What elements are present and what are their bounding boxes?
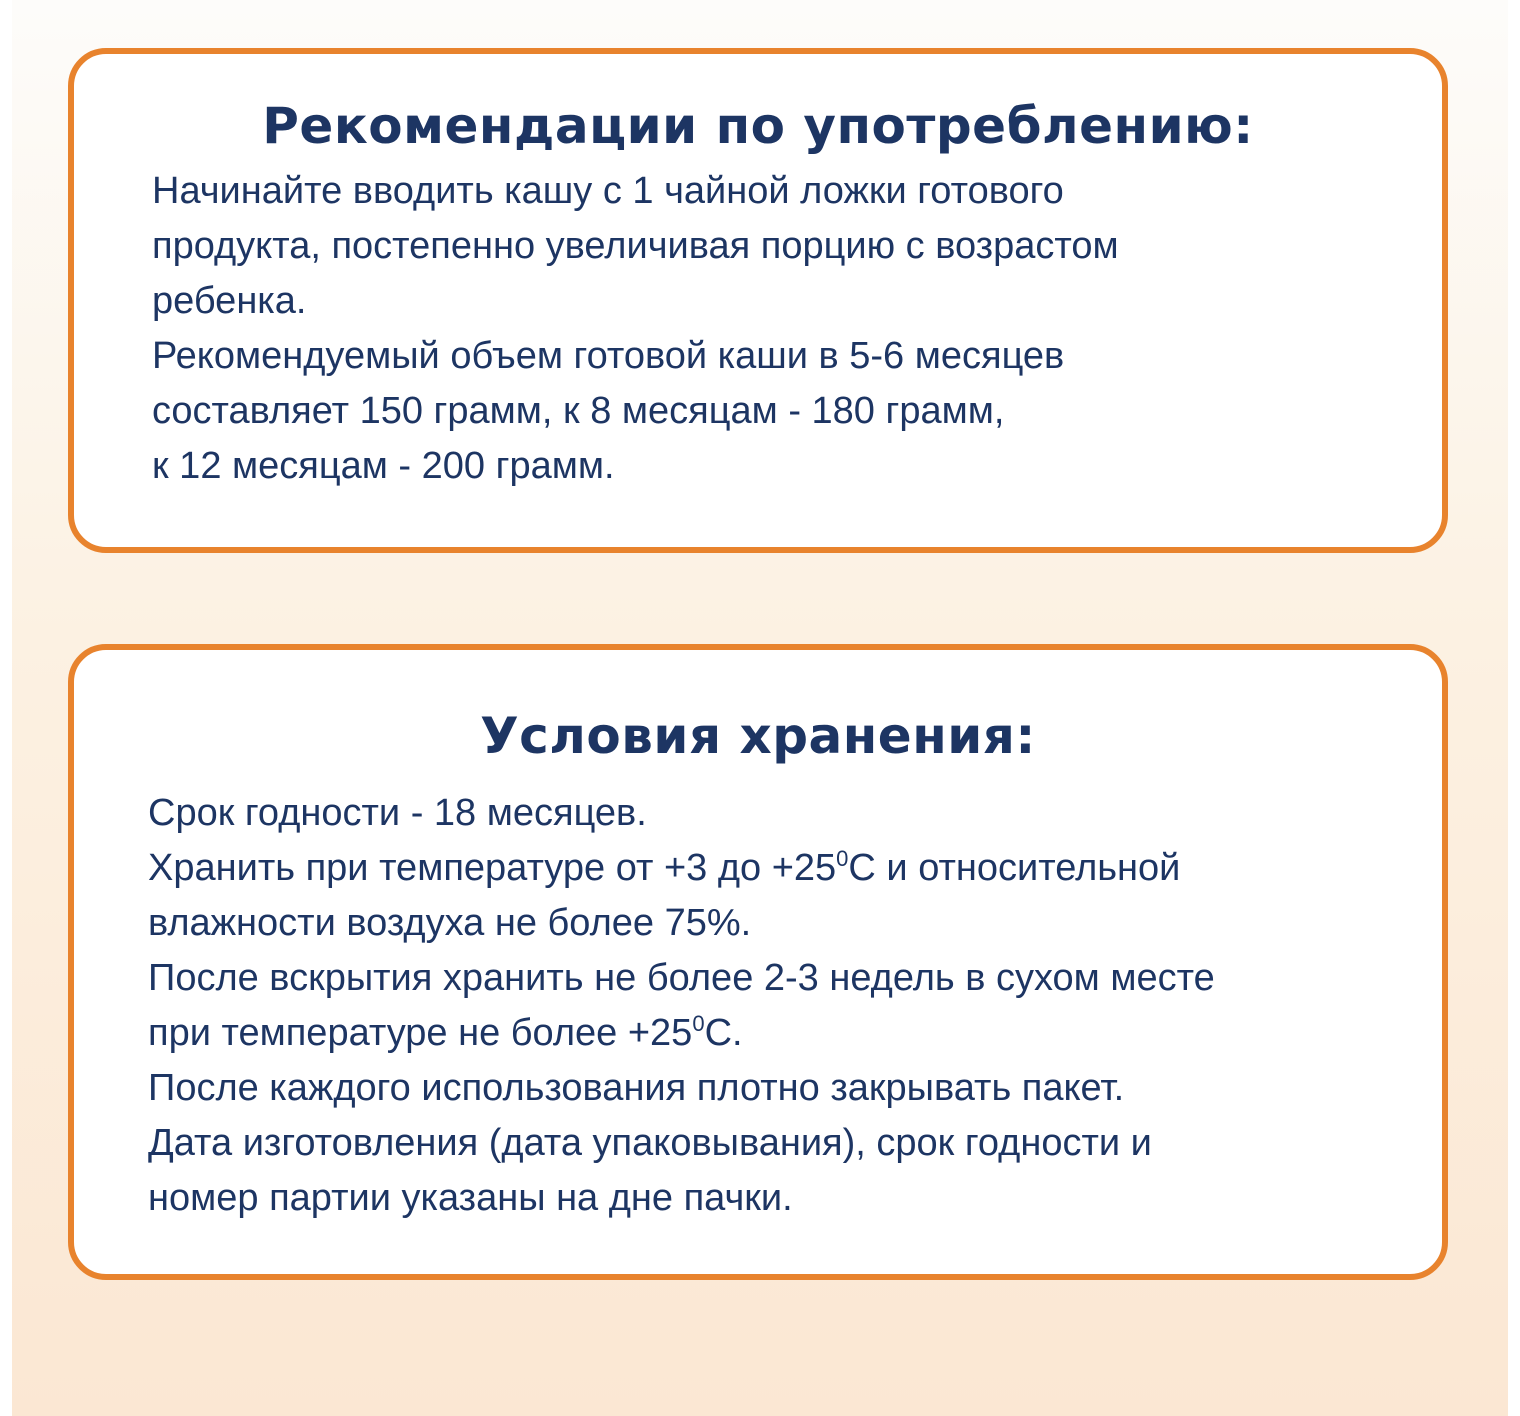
usage-text <box>152 164 1442 494</box>
usage-line: к 12 месяцам - 200 грамм. <box>152 445 615 487</box>
humidity-clause-text: С и относительной <box>848 847 1181 889</box>
storage-line: Срок годности - 18 месяцев. <box>148 792 647 834</box>
usage-recommendations-card <box>68 48 1448 553</box>
usage-line: ребенка. <box>152 280 307 322</box>
storage-line: влажности воздуха не более 75%. <box>148 902 752 944</box>
storage-line: После вскрытия хранить не более 2-3 недель в сухом месте <box>148 957 1215 999</box>
degree-sign: 0 <box>692 1011 705 1036</box>
celsius-unit-text: С. <box>704 1012 743 1054</box>
storage-line: номер партии указаны на дне пачки. <box>148 1177 793 1219</box>
usage-line: составляет 150 грамм, к 8 месяцам - 180 грамм, <box>152 390 1005 432</box>
usage-line: продукта, постепенно увеличивая порцию с возрастом <box>152 225 1119 267</box>
usage-line: Рекомендуемый объем готовой каши в 5-6 месяцев <box>152 335 1065 377</box>
storage-conditions-card <box>68 644 1448 1280</box>
max-temperature-text: при температуре не более +25 <box>148 1012 693 1054</box>
storage-text <box>148 786 1442 1226</box>
usage-title: Рекомендации по употреблению: <box>262 97 1254 155</box>
usage-line: Начинайте вводить кашу с 1 чайной ложки готового <box>152 170 1064 212</box>
storage-line <box>148 1006 1442 1061</box>
storage-line: После каждого использования плотно закрывать пакет. <box>148 1067 1125 1109</box>
storage-title: Условия хранения: <box>480 707 1036 765</box>
storage-line: Дата изготовления (дата упаковывания), срок годности и <box>148 1122 1152 1164</box>
temperature-range-text: Хранить при температуре от +3 до +25 <box>148 847 837 889</box>
degree-sign: 0 <box>836 846 849 871</box>
storage-line <box>148 841 1442 896</box>
